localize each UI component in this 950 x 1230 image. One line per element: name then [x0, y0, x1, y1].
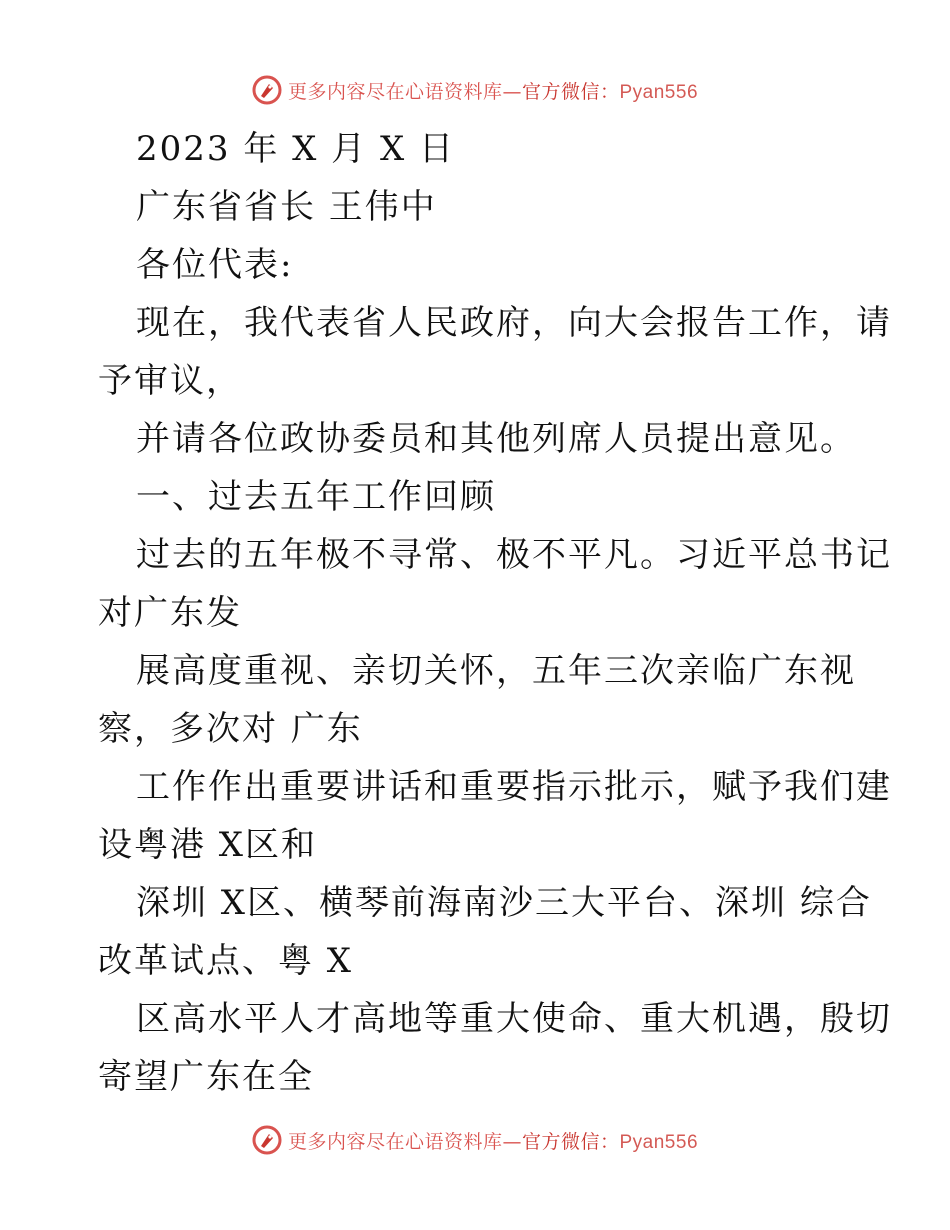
document-line: 并请各位政协委员和其他列席人员提出意见。 [136, 419, 856, 459]
document-line: 各位代表: [136, 245, 294, 285]
document-line: 区高水平人才高地等重大使命、重大机遇，殷切 [136, 999, 892, 1039]
document-line: 寄望广东在全 [98, 1057, 314, 1097]
banner-wechat-label: 官方微信： [521, 1130, 620, 1153]
banner-wechat-label: 官方微信： [521, 80, 620, 103]
document-body [98, 120, 892, 1106]
banner-main-text: 更多内容尽在心语资料库— [287, 1130, 522, 1153]
pen-nib-circle-icon [252, 75, 282, 105]
document-line: 2023 年 X 月 X 日 [136, 129, 455, 169]
document-line: 工作作出重要讲话和重要指示批示，赋予我们建 [136, 767, 892, 807]
banner-text [288, 77, 698, 104]
header-banner [0, 70, 950, 110]
banner-main-text: 更多内容尽在心语资料库— [287, 80, 522, 103]
document-line: 深圳 X区、横琴前海南沙三大平台、深圳 综合 [136, 883, 872, 923]
document-line: 广东省省长 王伟中 [136, 187, 437, 227]
document-line: 过去的五年极不寻常、极不平凡。习近平总书记 [136, 535, 892, 575]
document-line: 察，多次对 广东 [98, 709, 363, 749]
banner-wechat-id: Pyan556 [619, 1131, 699, 1153]
footer-banner [0, 1120, 950, 1160]
section-heading: 一、过去五年工作回顾 [136, 477, 496, 517]
banner-text [288, 1127, 698, 1154]
document-line: 改革试点、粤 X [98, 941, 354, 981]
document-line: 对广东发 [98, 593, 242, 633]
banner-wechat-id: Pyan556 [619, 81, 699, 103]
pen-nib-circle-icon [252, 1125, 282, 1155]
document-line: 予审议， [98, 361, 242, 401]
document-line: 现在，我代表省人民政府，向大会报告工作，请 [136, 303, 892, 343]
document-line: 展高度重视、亲切关怀，五年三次亲临广东视 [136, 651, 856, 691]
document-line: 设粤港 X区和 [98, 825, 318, 865]
